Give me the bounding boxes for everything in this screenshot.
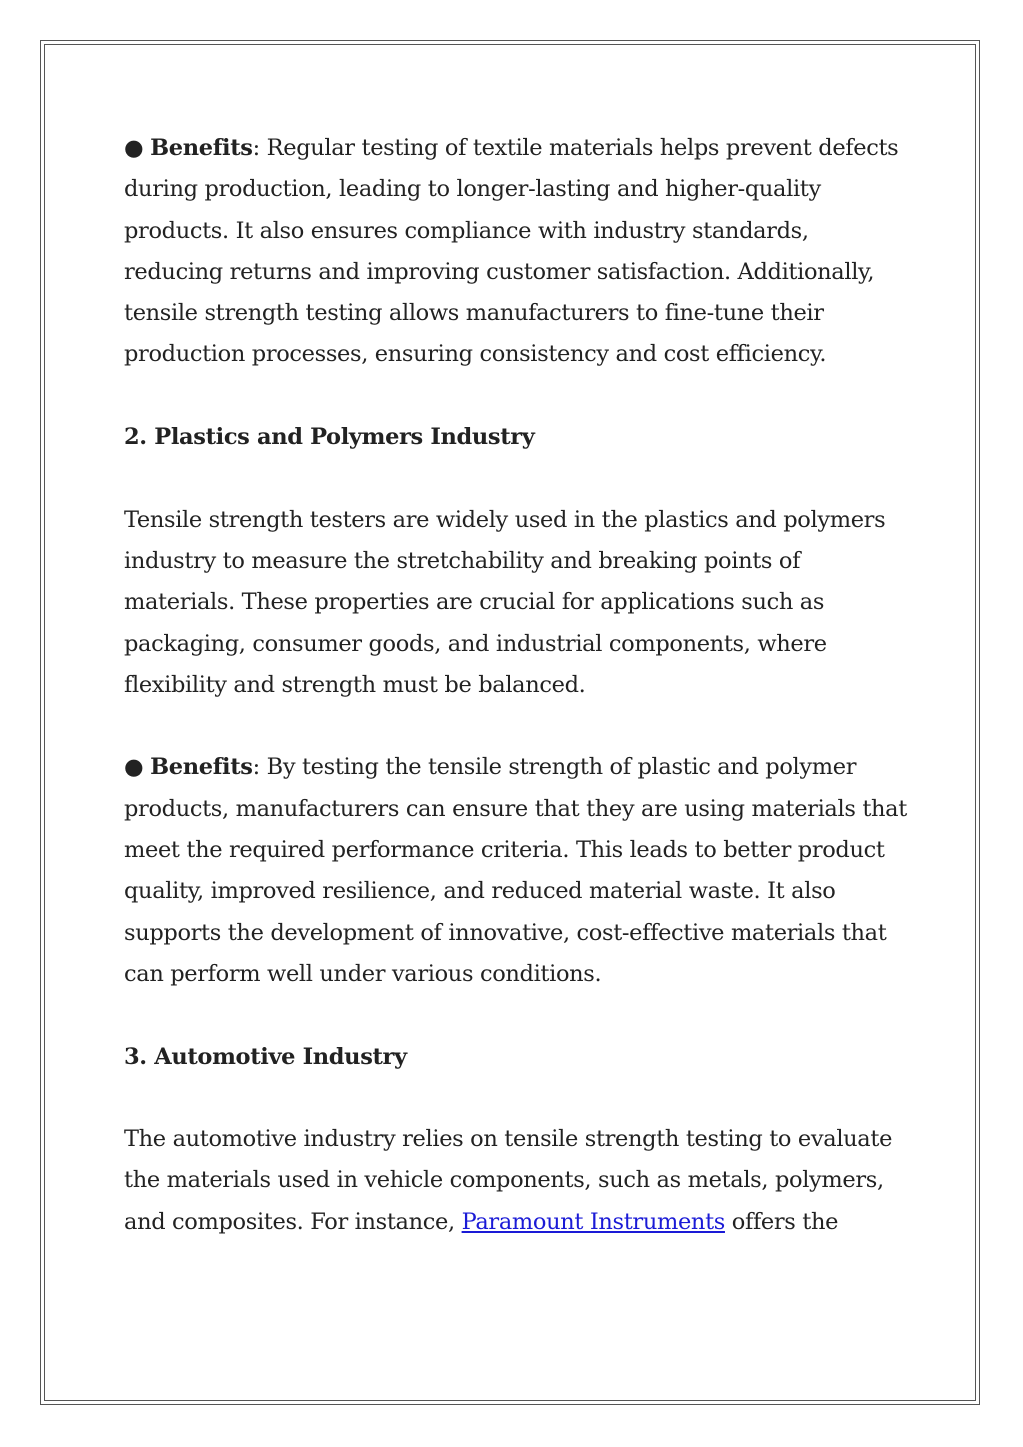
benefits-text: : By testing the tensile strength of plastic and polymer products, manufacturers can ensure that they are using materials that meet the required performance criteria. This leads to better product quality, improved resilience, and reduced material waste. It also supports the development of innovative, cost-effective materials that can perform well under various conditions. <box>124 754 907 987</box>
paragraph-automotive <box>124 1119 910 1243</box>
section-heading-plastics: 2. Plastics and Polymers Industry <box>124 424 535 451</box>
benefits-paragraph-textiles <box>124 128 910 376</box>
benefits-paragraph-plastics <box>124 747 910 995</box>
bullet-icon: ● <box>124 135 144 161</box>
document-body <box>124 128 910 1284</box>
benefits-label: Benefits <box>150 754 253 781</box>
benefits-text: : Regular testing of textile materials helps prevent defects during production, leading to longer-lasting and higher-quality products. It also ensures compliance with industry standards, reducing returns and improving customer satisfaction. Additionally, tensile strength testing allows manufacturers to fine-tune their production processes, ensuring consistency and cost efficiency. <box>124 135 899 368</box>
paramount-instruments-link[interactable]: Paramount Instruments <box>461 1208 725 1235</box>
bullet-icon: ● <box>124 754 144 781</box>
paragraph-text-after-link: offers the <box>724 1208 839 1235</box>
paragraph-plastics: Tensile strength testers are widely used in the plastics and polymers industry to measure the stretchability and breaking points of materials. These properties are crucial for applications such as packaging, consumer goods, and industrial components, where flexibility and strength must be balanced. <box>124 506 886 698</box>
paragraph-text-before-link: The automotive industry relies on tensile strength testing to evaluate the materials used in vehicle components, such as metals, polymers, and composites. For instance, <box>124 1126 893 1235</box>
benefits-label: Benefits <box>150 135 253 161</box>
section-heading-automotive: 3. Automotive Industry <box>124 1043 407 1070</box>
